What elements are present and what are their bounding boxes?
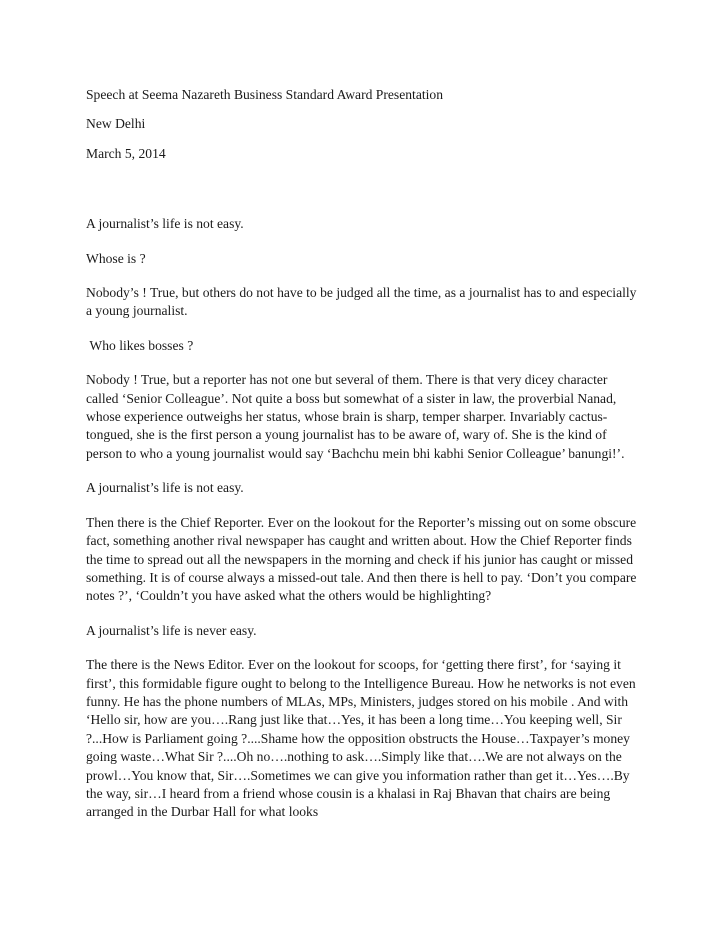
paragraph: Whose is ? <box>86 250 146 266</box>
paragraph: A journalist’s life is never easy. <box>86 622 257 638</box>
paragraph: Who likes bosses ? <box>86 337 194 353</box>
speech-title: Speech at Seema Nazareth Business Standard Award Presentation <box>86 87 443 102</box>
paragraph: A journalist’s life is not easy. <box>86 216 244 232</box>
paragraph: Then there is the Chief Reporter. Ever on the lookout for the Reporter’s missing out on some obscure fact, something another rival newspaper has caught and written about. How the Chief Reporter finds the time to spread out all the newspapers in the morning and check if his junior has caught or missed something. It is of course always a missed-out tale. And then there is hell to pay. ‘Don’t you compare notes ?’, ‘Couldn’t you have asked what the others would be highlighting? <box>86 514 637 604</box>
paragraph: The there is the News Editor. Ever on the lookout for scoops, for ‘getting there first’, for ‘saying it first’, this formidable figure ought to belong to the Intelligence Bureau. How he networks is not even funny. He has the phone numbers of MLAs, MPs, Ministers, judges stored on his mobile . And with ‘Hello sir, how are you….Rang just like that…Yes, it has been a long time…You keeping well, Sir ?...How is Parliament going ?....Shame how the opposition obstructs the House…Taxpayer’s money going waste…What Sir ?....Oh no….nothing to ask….Simply like that….We are not always on the prowl…You know that, Sir….Sometimes we can give you information rather than get it…Yes….By the way, sir…I heard from a friend whose cousin is a khalasi in Raj Bhavan that chairs are being arranged in the Durbar Hall for what looks <box>86 657 636 820</box>
paragraph: A journalist’s life is not easy. <box>86 480 244 496</box>
paragraph: Nobody’s ! True, but others do not have to be judged all the time, as a journalist has to and especially a young journalist. <box>86 285 637 319</box>
speech-date: March 5, 2014 <box>86 145 166 161</box>
speech-location: New Delhi <box>86 116 146 132</box>
paragraph: Nobody ! True, but a reporter has not one but several of them. There is that very dicey character called ‘Senior Colleague’. Not quite a boss but somewhat of a sister in law, the proverbial Nanad, whose experience outweighs her status, whose brain is sharp, temper sharper. Invariably cactus-tongued, she is the first person a young journalist has to be aware of, wary of. She is the kind of person to who a young journalist would say ‘Bachchu mein bhi kabhi Senior Colleague’ banungi!’. <box>86 372 625 461</box>
speech-document <box>86 86 642 838</box>
